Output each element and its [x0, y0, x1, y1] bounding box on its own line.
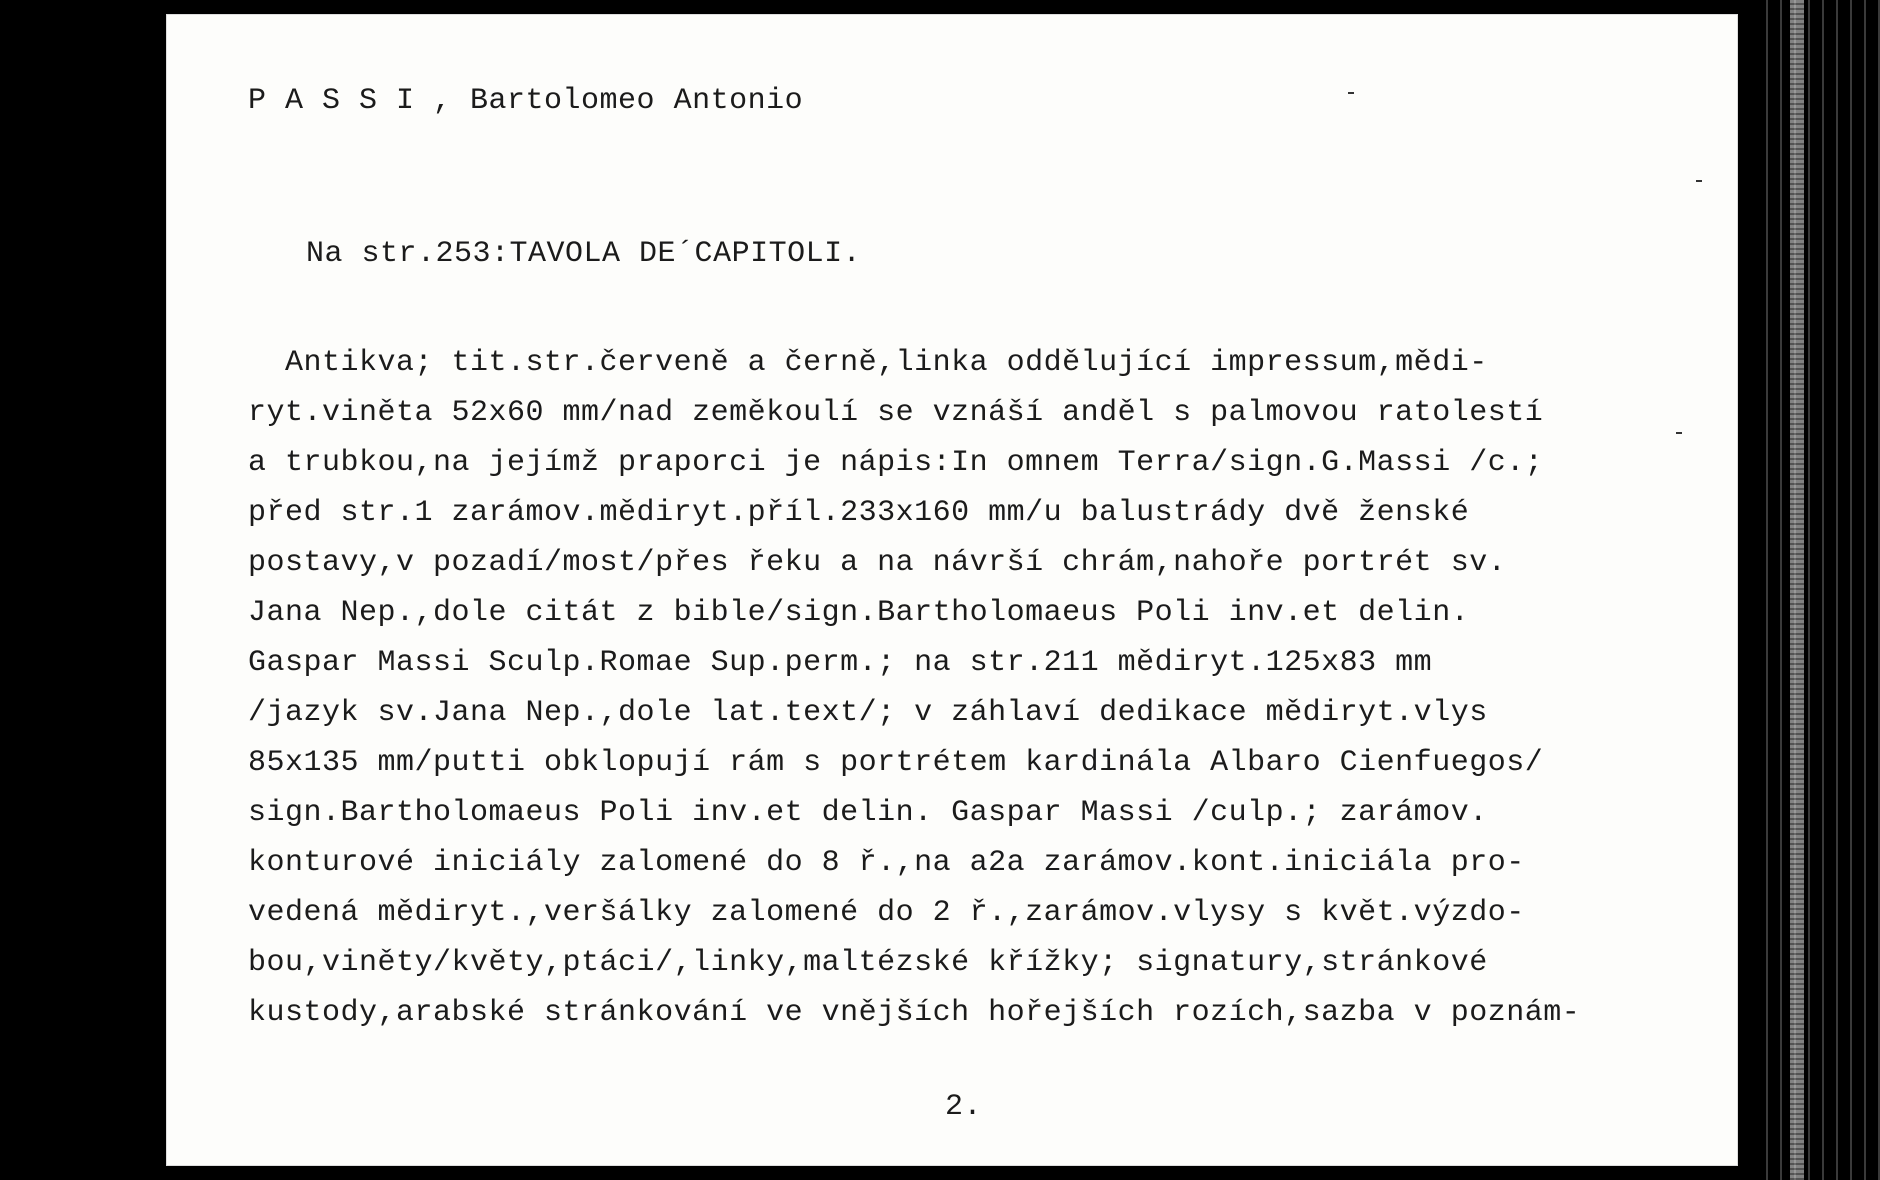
body-line: vedená mědiryt.,veršálky zalomené do 2 ř.,zarámov.vlysy s květ.výzdo-	[248, 896, 1525, 930]
record-heading: Na str.253:TAVOLA DE´CAPITOLI.	[306, 237, 862, 271]
index-card	[166, 14, 1738, 1166]
scan-edge	[1760, 0, 1880, 1180]
body-line: ryt.viněta 52x60 mm/nad zeměkoulí se vznáší anděl s palmovou ratolestí	[248, 396, 1544, 430]
body-line: Gaspar Massi Sculp.Romae Sup.perm.; na str.211 mědiryt.125x83 mm	[248, 646, 1433, 680]
scan-speck	[1696, 180, 1702, 182]
body-line: kustody,arabské stránkování ve vnějších hořejších rozích,sazba v poznám-	[248, 996, 1581, 1030]
scan-speck	[1676, 432, 1682, 434]
body-line: postavy,v pozadí/most/přes řeku a na návrší chrám,nahoře portrét sv.	[248, 546, 1507, 580]
body-line: Antikva; tit.str.červeně a černě,linka oddělující impressum,mědi-	[248, 346, 1488, 380]
body-line: /jazyk sv.Jana Nep.,dole lat.text/; v záhlaví dedikace mědiryt.vlys	[248, 696, 1488, 730]
scan-edge-strip	[1790, 0, 1804, 1180]
body-line: Jana Nep.,dole citát z bible/sign.Bartholomaeus Poli inv.et delin.	[248, 596, 1470, 630]
body-line: 85x135 mm/putti obklopují rám s portrétem kardinála Albaro Cienfuegos/	[248, 746, 1544, 780]
record-title: P A S S I , Bartolomeo Antonio	[248, 84, 804, 118]
body-line: sign.Bartholomaeus Poli inv.et delin. Gaspar Massi /culp.; zarámov.	[248, 796, 1488, 830]
body-line: a trubkou,na jejímž praporci je nápis:In omnem Terra/sign.G.Massi /c.;	[248, 446, 1544, 480]
body-line: konturové iniciály zalomené do 8 ř.,na a2a zarámov.kont.iniciála pro-	[248, 846, 1525, 880]
page-number: 2.	[945, 1090, 983, 1124]
body-line: bou,viněty/květy,ptáci/,linky,maltézské křížky; signatury,stránkové	[248, 946, 1488, 980]
body-line: před str.1 zarámov.mědiryt.příl.233x160 mm/u balustrády dvě ženské	[248, 496, 1470, 530]
scan-speck	[1348, 92, 1354, 94]
